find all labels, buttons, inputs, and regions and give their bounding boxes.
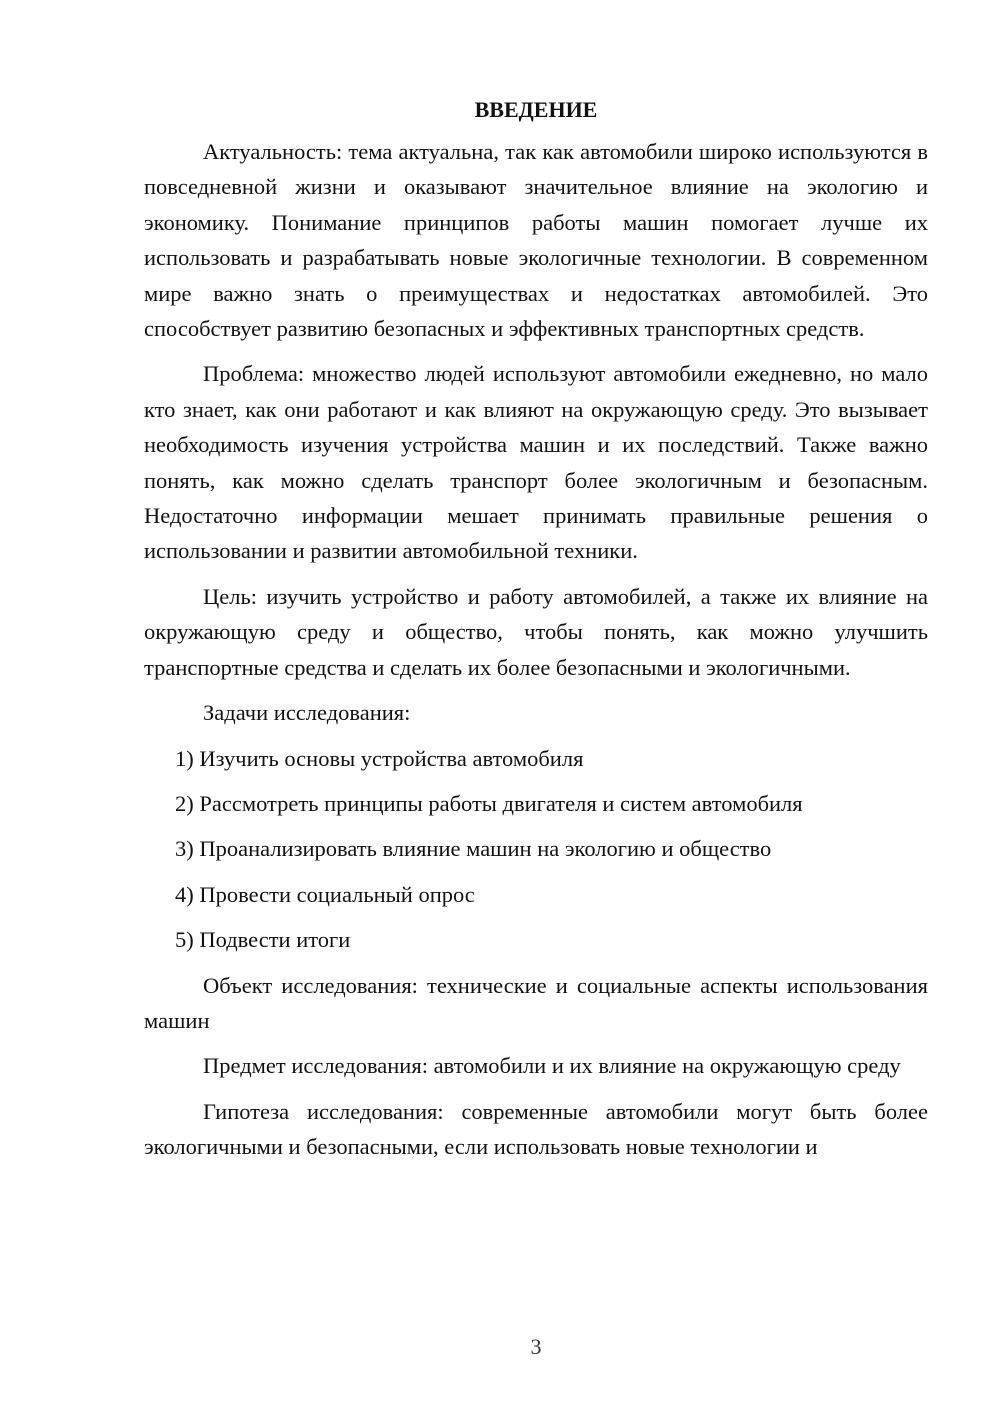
list-item: 3) Проанализировать влияние машин на экологию и общество: [175, 836, 772, 862]
list-item: 2) Рассмотреть принципы работы двигателя и систем автомобиля: [175, 790, 803, 816]
paragraph-relevance: Актуальность: тема актуальна, так как автомобили широко используются в повседневной жизни и оказывают значительное влияние на экологию и экономику. Понимание принципов работы машин помогает лучше их использовать и разрабатывать новые экологичные технологии. В современном мире важно знать о преимуществах и недостатках автомобилей. Это способствует развитию безопасных и эффективных транспортных средств.: [144, 139, 928, 342]
paragraph-goal: Цель: изучить устройство и работу автомобилей, а также их влияние на окружающую среду и общество, чтобы понять, как можно улучшить транспортные средства и сделать их более безопасными и экологичными.: [144, 583, 928, 680]
tasks-title: Задачи исследования:: [203, 700, 411, 726]
paragraph-hypothesis: Гипотеза исследования: современные автомобили могут быть более экологичными и безопасными, если использовать новые технологии и: [144, 1098, 928, 1160]
section-heading: ВВЕДЕНИЕ: [474, 97, 598, 122]
tasks-list: [144, 741, 928, 958]
list-item: 5) Подвести итоги: [175, 927, 351, 953]
list-item: 1) Изучить основы устройства автомобиля: [175, 745, 584, 771]
page-content: [144, 93, 928, 1175]
page-number: 3: [530, 1334, 542, 1359]
paragraph-subject: Предмет исследования: автомобили и их влияние на окружающую среду: [203, 1053, 901, 1079]
paragraph-object: Объект исследования: технические и социальные аспекты использования машин: [144, 972, 928, 1033]
paragraph-problem: Проблема: множество людей используют автомобили ежедневно, но мало кто знает, как они работают и как влияют на окружающую среду. Это вызывает необходимость изучения устройства машин и их последствий. Также важно понять, как можно сделать транспорт более экологичным и безопасным. Недостаточно информации мешает принимать правильные решения о использовании и развитии автомобильной техники.: [144, 361, 928, 564]
list-item: 4) Провести социальный опрос: [175, 881, 475, 907]
